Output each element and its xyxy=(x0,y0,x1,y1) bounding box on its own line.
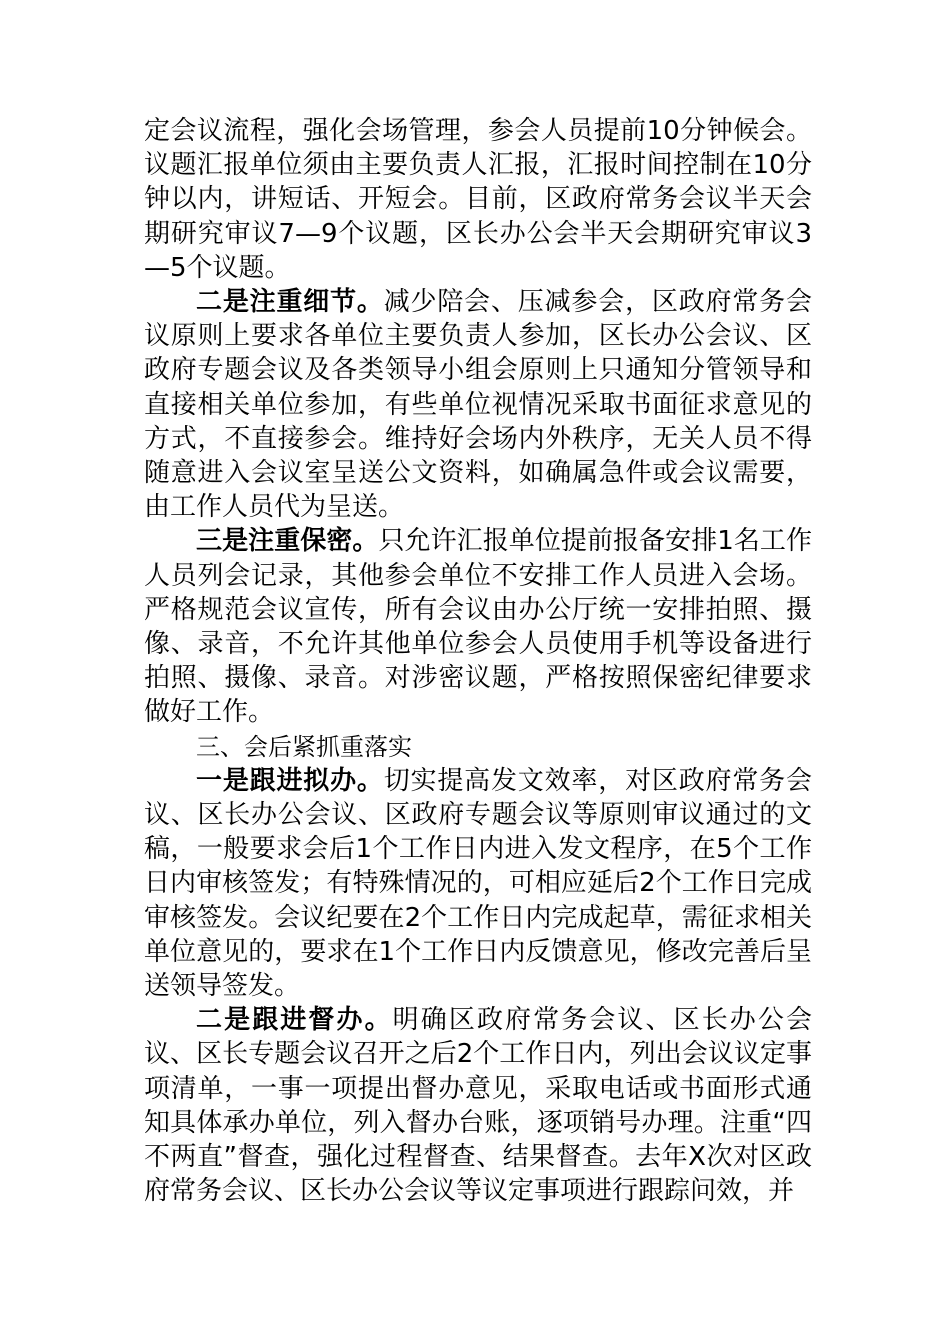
paragraph-continuation xyxy=(144,114,812,285)
paragraph-text: 明确区政府常务会议、区长办公会议、区长专题会议召开之后2个工作日内，列出会议议定事项清单，一事一项提出督办意见，采取电话或书面形式通知具体承办单位，列入督办台账，逐项销号办理。注重“四不两直”督查，强化过程督查、结果督查。去年X次对区政府常务会议、区长办公会议等议定事项进行跟踪问效，并 xyxy=(144,1005,812,1207)
document-page xyxy=(144,114,812,1209)
section-heading: 三、会后紧抓重落实 xyxy=(196,732,412,761)
paragraph-lead: 二是跟进督办。 xyxy=(196,1005,393,1036)
paragraph-text: 切实提高发文效率，对区政府常务会议、区长办公会议、区政府专题会议等原则审议通过的文稿，一般要求会后1个工作日内进入发文程序，在5个工作日内审核签发；有特殊情况的，可相应延后2个工作日完成审核签发。会议纪要在2个工作日内完成起草，需征求相关单位意见的，要求在1个工作日内反馈意见，修改完善后呈送领导签发。 xyxy=(144,765,812,1002)
paragraph-follow-up-drafting xyxy=(144,764,812,1003)
paragraph-lead: 一是跟进拟办。 xyxy=(196,765,384,796)
paragraph-text: 只允许汇报单位提前报备安排1名工作人员列会记录，其他参会单位不安排工作人员进入会场。严格规范会议宣传，所有会议由办公厅统一安排拍照、摄像、录音，不允许其他单位参会人员使用手机等设备进行拍照、摄像、录音。对涉密议题，严格按照保密纪律要求做好工作。 xyxy=(144,526,812,728)
paragraph-follow-up-supervision xyxy=(144,1003,812,1208)
paragraph-lead: 二是注重细节。 xyxy=(196,287,384,318)
paragraph-lead: 三是注重保密。 xyxy=(196,526,379,557)
paragraph-text: 减少陪会、压减参会，区政府常务会议原则上要求各单位主要负责人参加，区长办公会议、区政府专题会议及各类领导小组会原则上只通知分管领导和直接相关单位参加，有些单位视情况采取书面征求意见的方式，不直接参会。维持好会场内外秩序，无关人员不得随意进入会议室呈送公文资料，如确属急件或会议需要，由工作人员代为呈送。 xyxy=(144,287,812,523)
paragraph-text: 定会议流程，强化会场管理，参会人员提前10分钟候会。议题汇报单位须由主要负责人汇报，汇报时间控制在10分钟以内，讲短话、开短会。目前，区政府常务会议半天会期研究审议7—9个议题，区长办公会半天会期研究审议3—5个议题。 xyxy=(144,116,812,283)
paragraph-focus-confidentiality xyxy=(144,524,812,729)
paragraph-focus-details xyxy=(144,285,812,524)
